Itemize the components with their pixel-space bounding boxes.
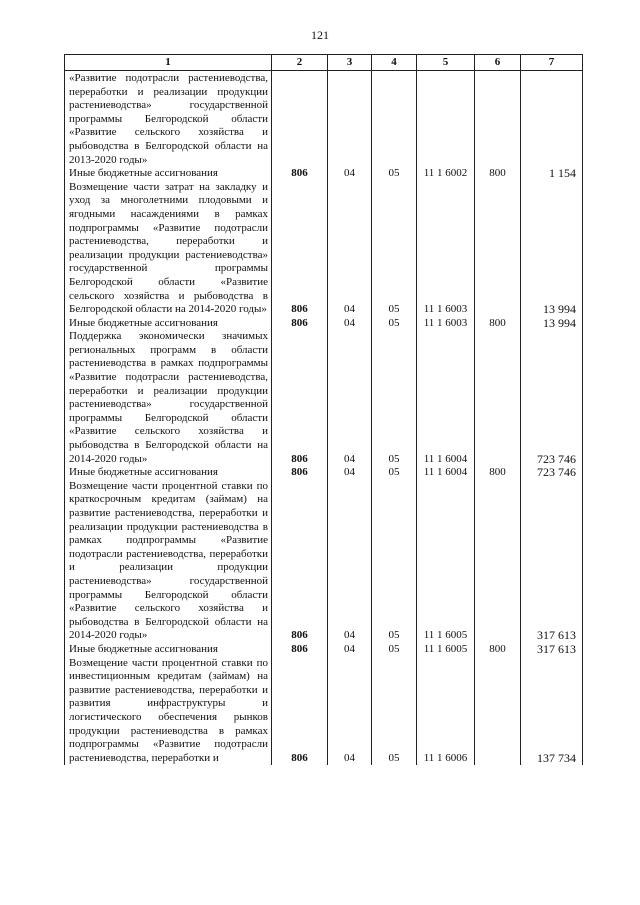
cell-ministry-code: 806 bbox=[272, 466, 328, 480]
cell-subsection bbox=[372, 71, 417, 168]
cell-amount: 137 734 bbox=[521, 657, 583, 766]
cell-expense-type bbox=[475, 71, 521, 168]
cell-amount: 723 746 bbox=[521, 330, 583, 466]
header-cell: 5 bbox=[417, 55, 475, 71]
cell-amount: 317 613 bbox=[521, 643, 583, 657]
cell-target-article: 11 1 6005 bbox=[417, 480, 475, 643]
header-cell: 6 bbox=[475, 55, 521, 71]
cell-subsection: 05 bbox=[372, 330, 417, 466]
cell-target-article: 11 1 6002 bbox=[417, 167, 475, 181]
header-cell: 1 bbox=[65, 55, 272, 71]
row-description: Поддержка экономически значимых региональных программ в области растениеводства в рамках подпрограммы «Развитие подотрасли растениеводства, переработки и реализации продукции растениеводства» государственной программы Белгородской области «Развитие сельского хозяйства и рыбоводства в Белгородской области на 2014-2020 годы» bbox=[65, 330, 272, 466]
cell-ministry-code: 806 bbox=[272, 657, 328, 766]
cell-expense-type bbox=[475, 480, 521, 643]
cell-amount: 1 154 bbox=[521, 167, 583, 181]
cell-subsection: 05 bbox=[372, 181, 417, 317]
row-description: «Развитие подотрасли растениеводства, переработки и реализации продукции растениеводства» государственной программы Белгородской области «Развитие сельского хозяйства и рыбоводства в Белгородской области на 2013-2020 годы» bbox=[65, 71, 272, 168]
cell-expense-type: 800 bbox=[475, 643, 521, 657]
row-description: Возмещение части процентной ставки по краткосрочным кредитам (займам) на развитие растениеводства, переработки и реализации продукции растениеводства в рамках подпрограммы «Развитие подотрасли растениеводства, переработки и реализации продукции растениеводства» государственной программы Белгородской области «Развитие сельского хозяйства и рыбоводства в Белгородской области на 2014-2020 годы» bbox=[65, 480, 272, 643]
table-header-row bbox=[65, 55, 583, 71]
cell-section: 04 bbox=[328, 657, 372, 766]
table-row bbox=[65, 167, 583, 181]
row-description: Иные бюджетные ассигнования bbox=[65, 317, 272, 331]
cell-section: 04 bbox=[328, 330, 372, 466]
cell-section: 04 bbox=[328, 167, 372, 181]
cell-ministry-code: 806 bbox=[272, 643, 328, 657]
cell-expense-type bbox=[475, 181, 521, 317]
cell-expense-type: 800 bbox=[475, 317, 521, 331]
cell-target-article bbox=[417, 71, 475, 168]
header-cell: 7 bbox=[521, 55, 583, 71]
cell-subsection: 05 bbox=[372, 167, 417, 181]
budget-table bbox=[64, 54, 583, 765]
table-row bbox=[65, 643, 583, 657]
cell-expense-type: 800 bbox=[475, 167, 521, 181]
cell-section: 04 bbox=[328, 466, 372, 480]
cell-target-article: 11 1 6003 bbox=[417, 317, 475, 331]
cell-section: 04 bbox=[328, 181, 372, 317]
cell-target-article: 11 1 6005 bbox=[417, 643, 475, 657]
table-row bbox=[65, 330, 583, 466]
page-number: 121 bbox=[311, 28, 329, 42]
cell-expense-type bbox=[475, 330, 521, 466]
table-row bbox=[65, 466, 583, 480]
cell-subsection: 05 bbox=[372, 657, 417, 766]
cell-section: 04 bbox=[328, 643, 372, 657]
row-description: Иные бюджетные ассигнования bbox=[65, 643, 272, 657]
cell-subsection: 05 bbox=[372, 480, 417, 643]
cell-section bbox=[328, 71, 372, 168]
cell-expense-type bbox=[475, 657, 521, 766]
row-description: Возмещение части процентной ставки по инвестиционным кредитам (займам) на развитие растениеводства, переработки и развития инфраструктуры и логистического обеспечения рынков продукции растениеводства в рамках подпрограммы «Развитие подотрасли растениеводства, переработки и bbox=[65, 657, 272, 766]
cell-amount bbox=[521, 71, 583, 168]
cell-ministry-code: 806 bbox=[272, 480, 328, 643]
cell-section: 04 bbox=[328, 480, 372, 643]
header-cell: 2 bbox=[272, 55, 328, 71]
table-row bbox=[65, 480, 583, 643]
cell-subsection: 05 bbox=[372, 466, 417, 480]
row-description: Иные бюджетные ассигнования bbox=[65, 466, 272, 480]
table-row bbox=[65, 657, 583, 766]
cell-target-article: 11 1 6004 bbox=[417, 466, 475, 480]
cell-amount: 13 994 bbox=[521, 181, 583, 317]
cell-ministry-code: 806 bbox=[272, 181, 328, 317]
cell-amount: 13 994 bbox=[521, 317, 583, 331]
cell-ministry-code: 806 bbox=[272, 167, 328, 181]
table-row bbox=[65, 71, 583, 168]
cell-subsection: 05 bbox=[372, 317, 417, 331]
cell-amount: 723 746 bbox=[521, 466, 583, 480]
table-row bbox=[65, 317, 583, 331]
header-cell: 4 bbox=[372, 55, 417, 71]
row-description: Иные бюджетные ассигнования bbox=[65, 167, 272, 181]
table-row bbox=[65, 181, 583, 317]
row-description: Возмещение части затрат на закладку и уход за многолетними плодовыми и ягодными насаждениями в рамках подпрограммы «Развитие подотрасли растениеводства, переработки и реализации продукции растениеводства» государственной программы Белгородской области «Развитие сельского хозяйства и рыбоводства в Белгородской области на 2014-2020 годы» bbox=[65, 181, 272, 317]
cell-target-article: 11 1 6003 bbox=[417, 181, 475, 317]
cell-ministry-code: 806 bbox=[272, 317, 328, 331]
cell-ministry-code: 806 bbox=[272, 330, 328, 466]
cell-expense-type: 800 bbox=[475, 466, 521, 480]
cell-section: 04 bbox=[328, 317, 372, 331]
cell-subsection: 05 bbox=[372, 643, 417, 657]
cell-amount: 317 613 bbox=[521, 480, 583, 643]
cell-target-article: 11 1 6004 bbox=[417, 330, 475, 466]
cell-ministry-code bbox=[272, 71, 328, 168]
header-cell: 3 bbox=[328, 55, 372, 71]
cell-target-article: 11 1 6006 bbox=[417, 657, 475, 766]
